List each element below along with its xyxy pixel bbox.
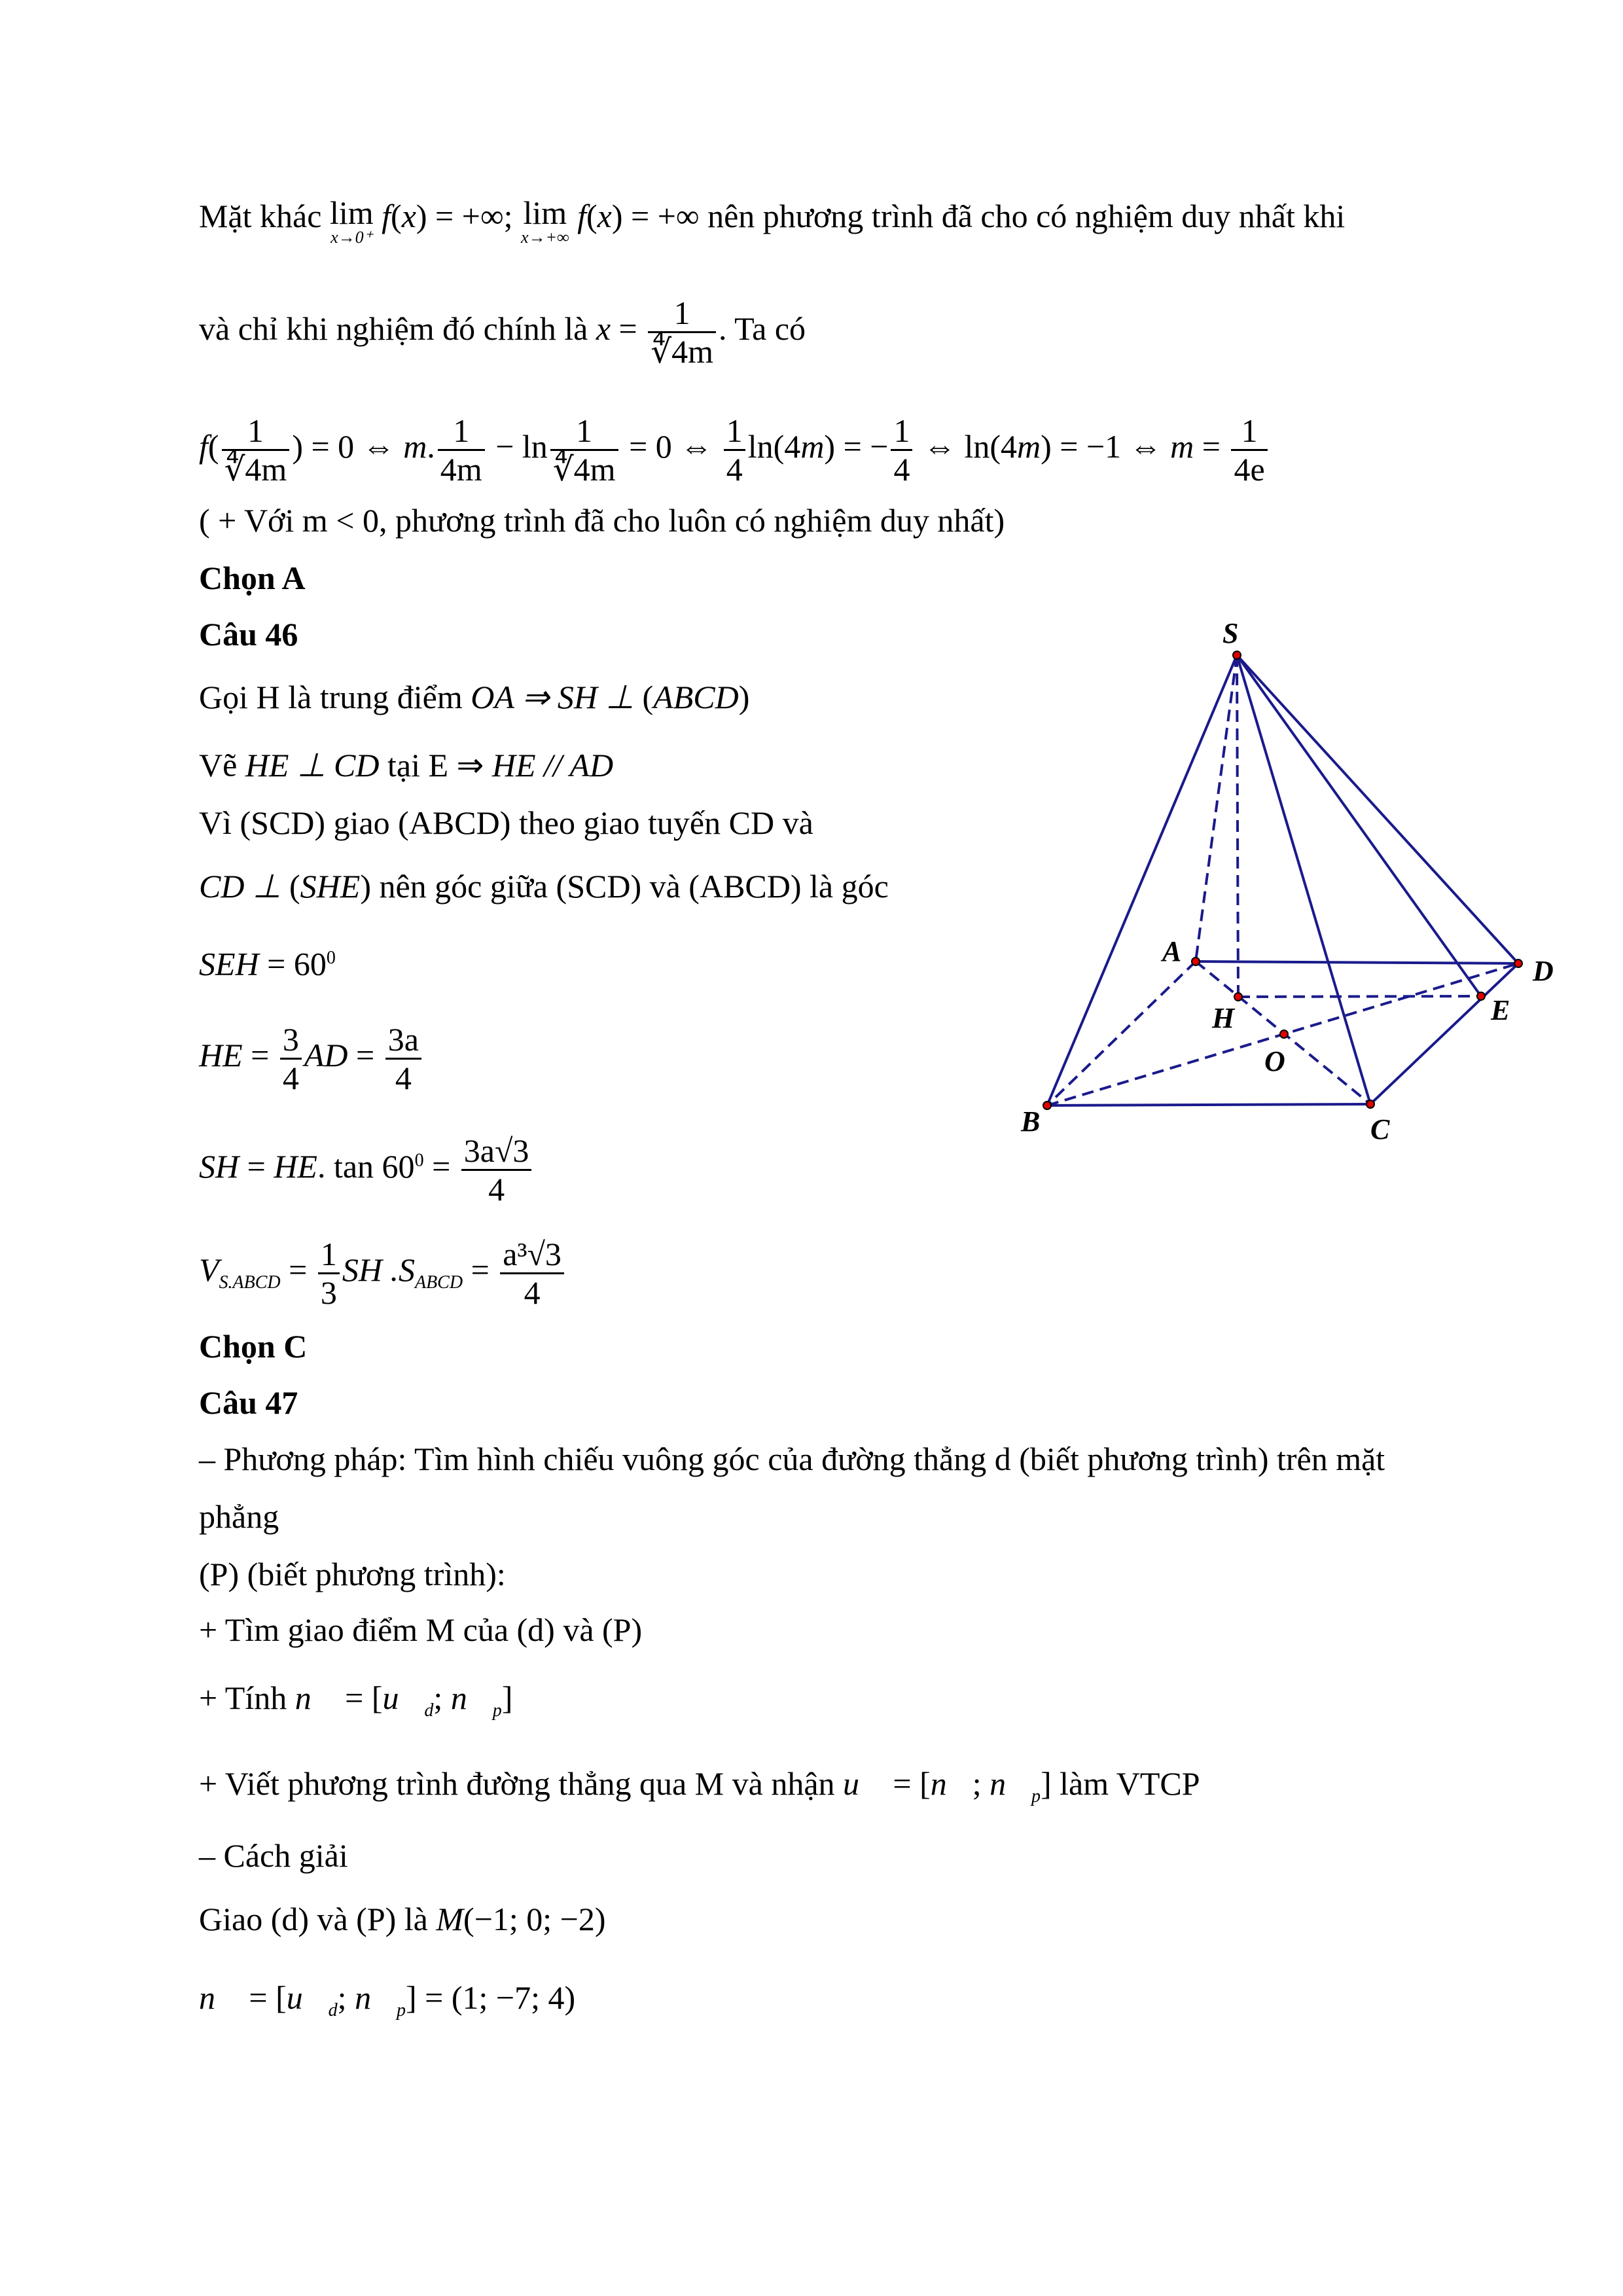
denominator: 4m bbox=[440, 451, 482, 488]
point-B bbox=[1043, 1102, 1051, 1109]
text-segment: ; bbox=[972, 1765, 990, 1802]
math-symbol: ABCD bbox=[653, 679, 739, 715]
math-symbol: u⃗ bbox=[286, 1979, 329, 2016]
point-A bbox=[1192, 958, 1200, 965]
limit-operator: lim bbox=[523, 194, 567, 231]
text-segment: = 0 ⇔ bbox=[620, 427, 721, 465]
text-segment: = [ bbox=[336, 1679, 383, 1716]
subscript: p bbox=[492, 1700, 502, 1721]
text-segment: phẳng bbox=[199, 1498, 279, 1535]
math-symbol: x bbox=[596, 310, 611, 347]
numerator: 1 bbox=[724, 412, 745, 451]
math-symbol: V bbox=[199, 1251, 219, 1288]
math-symbol: n⃗ bbox=[294, 1679, 337, 1716]
math-symbol: OA ⇒ SH ⊥ bbox=[471, 679, 643, 715]
math-symbol: SH .S bbox=[342, 1251, 415, 1288]
denominator: ∜4m bbox=[552, 451, 616, 488]
text-segment: Chọn A bbox=[199, 560, 306, 596]
numerator: 1 bbox=[648, 295, 716, 333]
text-segment: = [ bbox=[240, 1979, 287, 2016]
label-O: O bbox=[1264, 1045, 1285, 1077]
denominator: 4 bbox=[488, 1171, 505, 1208]
math-symbol: n⃗ bbox=[355, 1979, 397, 2016]
limit-subscript: x→+∞ bbox=[520, 228, 569, 247]
math-symbol: m bbox=[800, 427, 825, 465]
text-segment: . bbox=[427, 427, 435, 465]
text-segment: ( bbox=[642, 679, 654, 715]
text-segment: = bbox=[242, 1036, 277, 1073]
label-A: A bbox=[1162, 935, 1182, 967]
text-segment: + Tính bbox=[199, 1679, 295, 1716]
text-segment: ( bbox=[586, 198, 597, 234]
text-segment: Giao (d) và (P) là bbox=[199, 1901, 437, 1937]
text-segment: Câu 47 bbox=[199, 1384, 298, 1421]
math-symbol: f bbox=[569, 198, 587, 234]
math-symbol: u⃗ bbox=[382, 1679, 425, 1716]
text-segment: (P) (biết phương trình): bbox=[199, 1556, 506, 1592]
edge-SE bbox=[1237, 655, 1481, 996]
text-segment: = 60 bbox=[259, 945, 327, 982]
text-segment: ) = 0 ⇔ bbox=[292, 427, 404, 465]
text-segment: tại E ⇒ bbox=[379, 747, 492, 783]
edge-SC bbox=[1237, 655, 1370, 1104]
math-symbol: f bbox=[373, 198, 391, 234]
label-E: E bbox=[1491, 994, 1510, 1026]
subscript: S.ABCD bbox=[219, 1272, 281, 1293]
math-symbol: SHE bbox=[300, 868, 361, 905]
math-symbol: u⃗ bbox=[843, 1765, 885, 1802]
edge-SD bbox=[1237, 655, 1518, 963]
superscript: 0 bbox=[414, 1150, 424, 1171]
denominator: 4 bbox=[893, 451, 910, 488]
text-segment: ( bbox=[391, 198, 402, 234]
math-symbol: CD ⊥ bbox=[199, 868, 290, 905]
math-symbol: HE bbox=[199, 1036, 243, 1073]
text-segment: = bbox=[1194, 427, 1229, 465]
text-segment: ( bbox=[207, 427, 219, 465]
text-segment: . tan 60 bbox=[317, 1147, 415, 1185]
text-segment: ) = − bbox=[824, 427, 889, 465]
math-symbol: SH bbox=[199, 1147, 240, 1185]
subscript: d bbox=[424, 1700, 434, 1721]
text-segment: Chọn C bbox=[199, 1328, 308, 1365]
text-segment: ) = −1 ⇔ bbox=[1041, 427, 1171, 465]
numerator: a³√3 bbox=[500, 1236, 564, 1274]
point-C bbox=[1366, 1100, 1374, 1108]
math-symbol: HE bbox=[274, 1147, 317, 1185]
edge-BC bbox=[1047, 1104, 1370, 1105]
denominator: 4 bbox=[282, 1060, 299, 1096]
math-symbol: M bbox=[436, 1901, 464, 1937]
edge-CD bbox=[1370, 963, 1518, 1104]
math-symbol: x bbox=[401, 198, 416, 234]
text-segment: Mặt khác bbox=[199, 198, 330, 234]
label-C: C bbox=[1370, 1113, 1390, 1145]
denominator: ∜4m bbox=[651, 333, 713, 370]
text-segment: = bbox=[239, 1147, 274, 1185]
numerator: 1 bbox=[1231, 412, 1267, 451]
text-segment: Gọi H là trung điểm bbox=[199, 679, 471, 715]
limit-subscript: x→0⁺ bbox=[330, 228, 373, 247]
text-segment: (−1; 0; −2) bbox=[463, 1901, 606, 1937]
math-symbol: HE // AD bbox=[491, 747, 614, 783]
label-H: H bbox=[1212, 1002, 1235, 1034]
text-segment: ; bbox=[337, 1979, 355, 2016]
point-S bbox=[1233, 651, 1241, 659]
text-segment: = [ bbox=[884, 1765, 931, 1802]
text-segment: ) nên góc giữa (SCD) và (ABCD) là góc bbox=[360, 868, 889, 905]
point-E bbox=[1477, 992, 1485, 1000]
point-D bbox=[1514, 960, 1522, 967]
text-segment: Vì (SCD) giao (ABCD) theo giao tuyến CD và bbox=[199, 804, 813, 841]
label-B: B bbox=[1021, 1105, 1041, 1138]
subscript: d bbox=[328, 2000, 338, 2020]
text-segment: Vẽ bbox=[199, 747, 245, 783]
subscript: p bbox=[1031, 1786, 1041, 1806]
label-S: S bbox=[1222, 617, 1239, 649]
math-symbol: AD bbox=[304, 1036, 348, 1073]
text-segment: ) = +∞ nên phương trình đã cho có nghiệm duy nhất khi bbox=[611, 198, 1346, 234]
subscript: ABCD bbox=[414, 1272, 463, 1293]
math-symbol: SEH bbox=[199, 945, 259, 982]
text-segment: ( bbox=[289, 868, 300, 905]
text-segment: ) = +∞; bbox=[416, 198, 521, 234]
text-segment: = bbox=[280, 1251, 315, 1288]
denominator: ∜4m bbox=[224, 451, 287, 488]
numerator: 3a bbox=[385, 1021, 421, 1060]
limit-operator: lim bbox=[329, 194, 374, 231]
text-segment: = bbox=[463, 1251, 498, 1288]
text-segment: . Ta có bbox=[718, 310, 806, 347]
point-O bbox=[1280, 1030, 1288, 1038]
denominator: 4 bbox=[726, 451, 743, 488]
point-H bbox=[1234, 993, 1242, 1001]
math-symbol: x bbox=[597, 198, 612, 234]
text-segment: và chỉ khi nghiệm đó chính là bbox=[199, 310, 596, 347]
math-symbol: m bbox=[1017, 427, 1041, 465]
math-symbol: HE ⊥ CD bbox=[245, 747, 380, 783]
edge-SH bbox=[1237, 655, 1238, 997]
text-segment: = bbox=[423, 1147, 459, 1185]
text-segment: Câu 46 bbox=[199, 616, 298, 653]
text-segment: ; bbox=[433, 1679, 451, 1716]
text-segment: + Viết phương trình đường thẳng qua M và nhận bbox=[199, 1765, 844, 1802]
numerator: 3 bbox=[280, 1021, 302, 1060]
denominator: 4 bbox=[395, 1060, 412, 1096]
text-segment: – Cách giải bbox=[199, 1837, 348, 1874]
numerator: 1 bbox=[438, 412, 485, 451]
numerator: 1 bbox=[891, 412, 912, 451]
superscript: 0 bbox=[326, 948, 336, 968]
numerator: 1 bbox=[222, 412, 290, 451]
math-symbol: n⃗ bbox=[990, 1765, 1031, 1802]
numerator: 3a√3 bbox=[461, 1132, 532, 1171]
math-symbol: n⃗ bbox=[199, 1979, 241, 2016]
math-symbol: m bbox=[403, 427, 427, 465]
text-segment: − ln bbox=[487, 427, 548, 465]
math-symbol: f bbox=[199, 427, 208, 465]
text-segment: ) bbox=[738, 679, 750, 715]
text-segment: ( + Với m < 0, phương trình đã cho luôn có nghiệm duy nhất) bbox=[199, 502, 1005, 539]
text-segment: ⇔ ln(4 bbox=[915, 427, 1018, 465]
text-segment: ] = (1; −7; 4) bbox=[405, 1979, 576, 2016]
label-D: D bbox=[1533, 955, 1554, 987]
edge-HE bbox=[1238, 996, 1481, 997]
edge-SB bbox=[1047, 655, 1237, 1105]
text-segment: – Phương pháp: Tìm hình chiếu vuông góc của đường thẳng d (biết phương trình) trên mặt bbox=[199, 1441, 1385, 1477]
edge-AD bbox=[1196, 961, 1518, 963]
denominator: 4e bbox=[1234, 451, 1265, 488]
numerator: 1 bbox=[318, 1236, 340, 1274]
math-symbol: n⃗ bbox=[930, 1765, 972, 1802]
math-symbol: m bbox=[1170, 427, 1194, 465]
numerator: 1 bbox=[550, 412, 618, 451]
math-symbol: n⃗ bbox=[450, 1679, 493, 1716]
text-segment: ln(4 bbox=[747, 427, 801, 465]
text-segment: ] làm VTCP bbox=[1041, 1765, 1200, 1802]
text-segment: = bbox=[611, 310, 646, 347]
subscript: p bbox=[396, 2000, 406, 2020]
text-segment: ] bbox=[501, 1679, 513, 1716]
text-segment: = bbox=[348, 1036, 383, 1073]
denominator: 4 bbox=[524, 1274, 541, 1311]
text-segment: + Tìm giao điểm M của (d) và (P) bbox=[199, 1611, 643, 1648]
denominator: 3 bbox=[320, 1274, 337, 1311]
